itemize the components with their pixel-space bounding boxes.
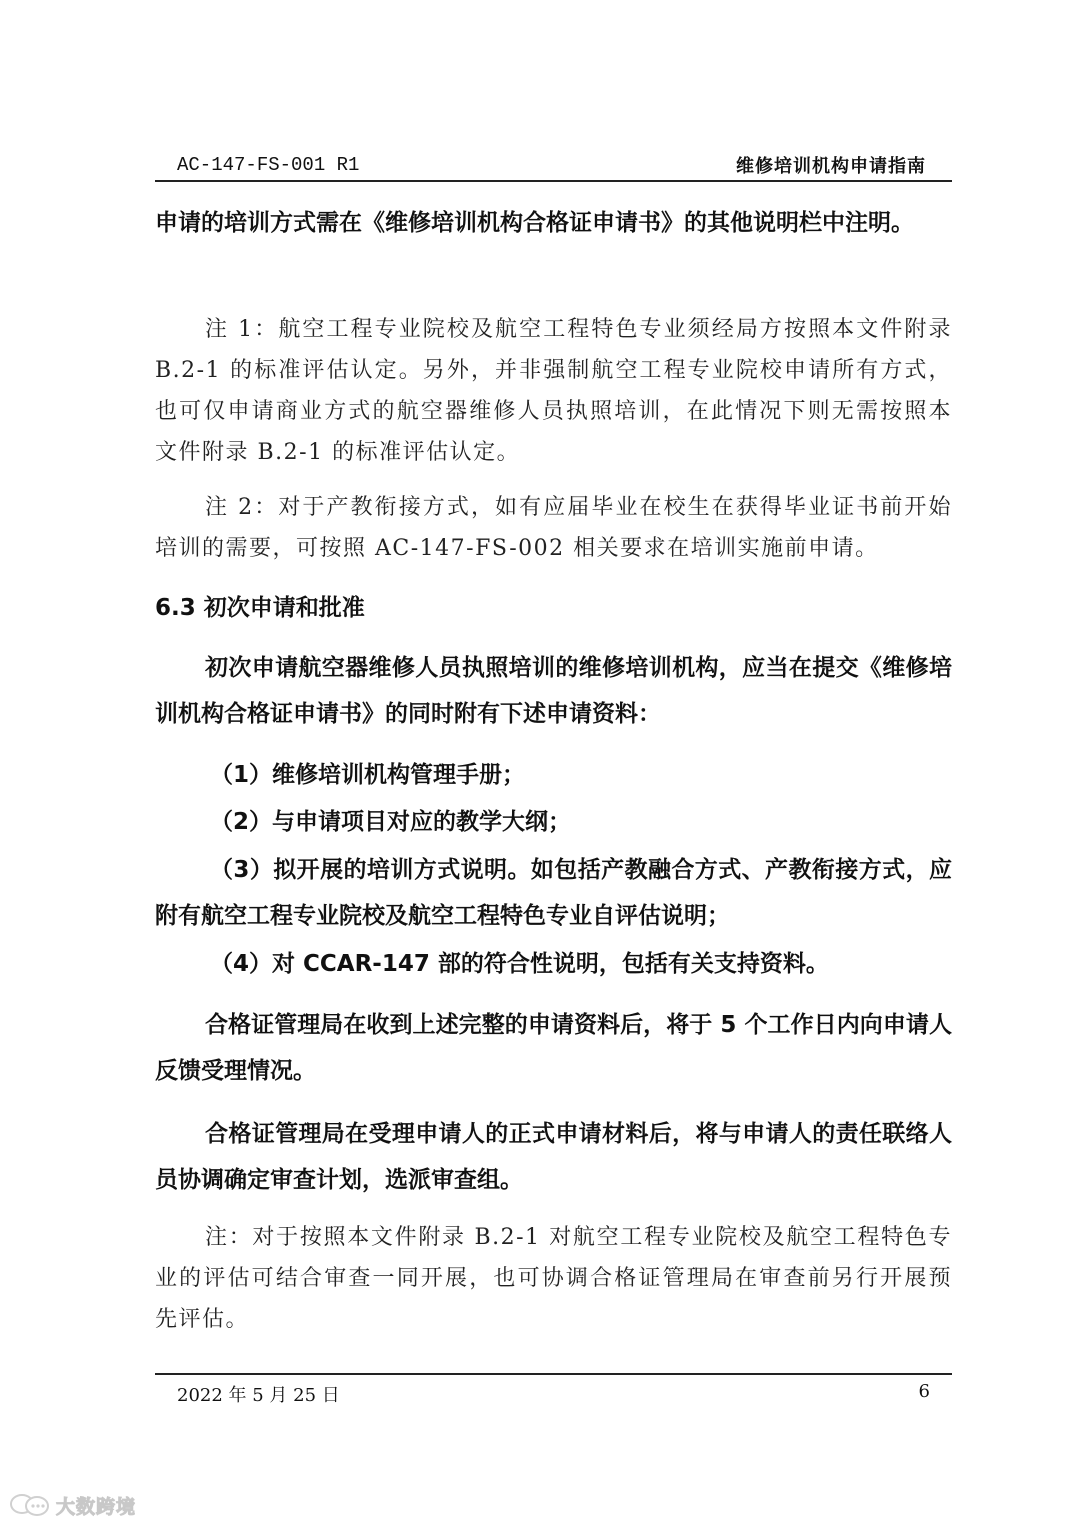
note-3: 注：对于按照本文件附录 B.2-1 对航空工程专业院校及航空工程特色专业的评估可结合审查一同开展，也可协调合格证管理局在审查前另行开展预先评估。 (155, 1225, 952, 1332)
list-item: （4）对 CCAR-147 部的符合性说明，包括有关支持资料。 (210, 951, 829, 977)
list-item: （3）拟开展的培训方式说明。如包括产教融合方式、产教衔接方式，应附有航空工程专业院校及航空工程特色专业自评估说明； (155, 857, 952, 929)
paragraph-initial-application: 初次申请航空器维修人员执照培训的维修培训机构，应当在提交《维修培训机构合格证申请书》的同时附有下述申请资料： (155, 655, 952, 727)
list-item: （1）维修培训机构管理手册； (210, 762, 526, 788)
list-item: （2）与申请项目对应的教学大纲； (210, 809, 572, 835)
document-code: AC-147-FS-001 R1 (177, 154, 360, 176)
note-2: 注 2：对于产教衔接方式，如有应届毕业在校生在获得毕业证书前开始培训的需要，可按照 AC-147-FS-002 相关要求在培训实施前申请。 (155, 495, 952, 561)
chat-bubble-logo-icon (8, 1492, 52, 1518)
note-1: 注 1：航空工程专业院校及航空工程特色专业须经局方按照本文件附录 B.2-1 的标准评估认定。另外，并非强制航空工程专业院校申请所有方式，也可仅申请商业方式的航空器维修人员执照培训，在此情况下则无需按照本文件附录 B.2-1 的标准评估认定。 (155, 317, 952, 465)
watermark-text: 大数跨境 (56, 1495, 137, 1518)
page-number: 6 (918, 1381, 930, 1402)
section-heading: 6.3 初次申请和批准 (155, 595, 365, 621)
document-title: 维修培训机构申请指南 (736, 156, 926, 177)
paragraph-acceptance: 合格证管理局在收到上述完整的申请资料后，将于 5 个工作日内向申请人反馈受理情况。 (155, 1012, 952, 1084)
page-footer (155, 1373, 952, 1405)
paragraph-training-method: 申请的培训方式需在《维修培训机构合格证申请书》的其他说明栏中注明。 (155, 210, 914, 236)
paragraph-review-plan: 合格证管理局在受理申请人的正式申请材料后，将与申请人的责任联络人员协调确定审查计划，选派审查组。 (155, 1121, 952, 1193)
page-header (155, 150, 952, 182)
footer-date: 2022 年 5 月 25 日 (177, 1385, 340, 1406)
watermark (8, 1490, 148, 1520)
